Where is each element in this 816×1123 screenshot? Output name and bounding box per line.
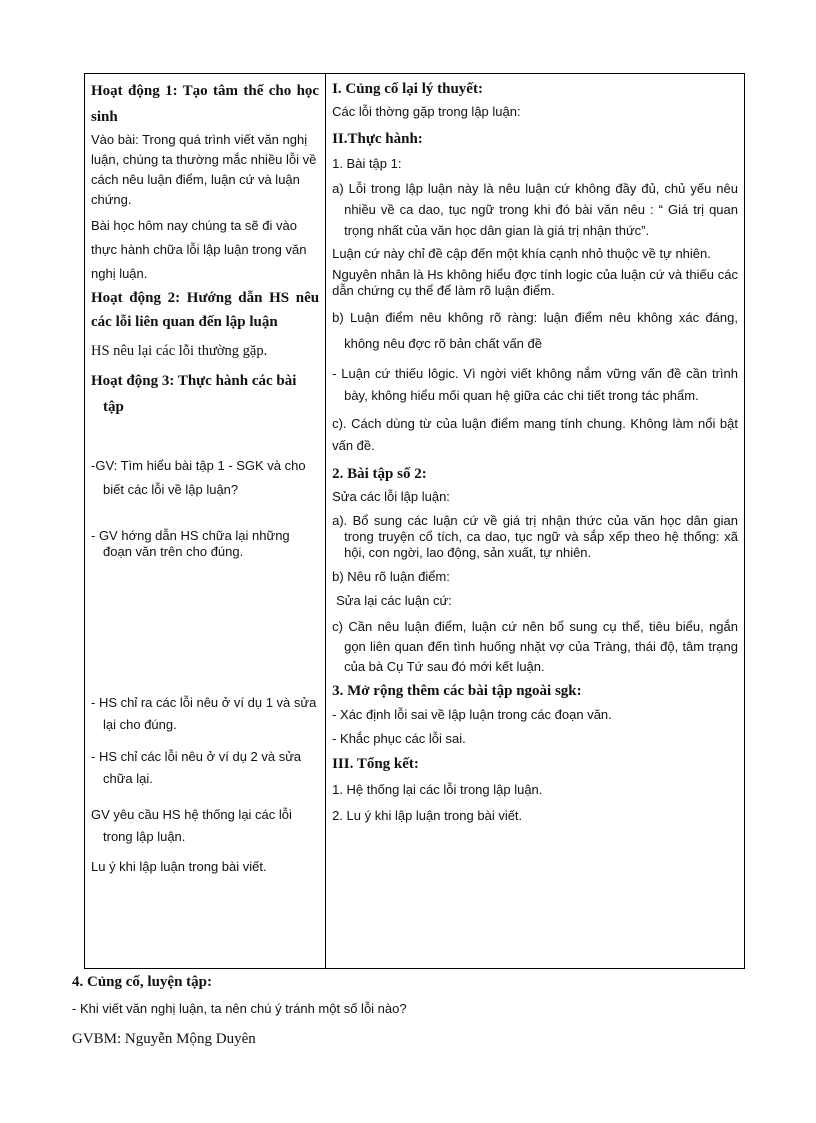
exercise-2-a: a). Bổ sung các luận cứ về giá trị nhận thức của văn học dân gian trong truyện cổ tích, ca dao, tục ngữ và sắp xếp theo hệ thống: xã hội, con ngời, lao động, sản xuất, tự nhiên.	[332, 513, 738, 560]
section-3-title: 3. Mở rộng thêm các bài tập ngoài sgk:	[332, 683, 582, 699]
activity-2-title: Hoạt động 2: Hướng dẫn HS nêu các lỗi liên quan đến lập luận	[91, 290, 320, 330]
exercise-2-text: Sửa các lỗi lập luận:	[332, 489, 450, 504]
section-3-item-1: - Xác định lỗi sai về lập luận trong các đoạn văn.	[332, 707, 612, 722]
consolidation-heading: 4. Củng cố, luyện tập:	[72, 974, 213, 990]
section-4-title: III. Tổng kết:	[332, 756, 419, 772]
section-1-title: I. Củng cố lại lý thuyết:	[332, 81, 483, 97]
exercise-1-heading: 1. Bài tập 1:	[332, 156, 402, 171]
content-column	[326, 74, 745, 969]
section-1-text: Các lỗi thờng gặp trong lập luận:	[332, 104, 521, 119]
hs-task-1: - HS chỉ ra các lỗi nêu ở ví dụ 1 và sửa lại cho đúng.	[91, 695, 317, 732]
exercise-2-c: c) Cần nêu luận điểm, luận cứ nên bổ sung cụ thể, tiêu biểu, ngắn gọn liên quan đến tình huống nhặt vợ của Tràng, thái độ, tâm trạng của bà Cụ Tứ sau đó mới kết luận.	[332, 619, 738, 674]
activity-1-lesson: Bài học hôm nay chúng ta sẽ đi vào thực hành chữa lỗi lập luận trong văn nghị luận.	[91, 218, 307, 281]
consolidation-question: - Khi viết văn nghị luận, ta nên chú ý tránh một số lỗi nào?	[72, 1001, 407, 1016]
exercise-1-a-cont: Luận cứ này chỉ đề cập đến một khía cạnh nhỏ thuộc về tự nhiên.	[332, 246, 711, 261]
note-text: Lu ý khi lập luận trong bài viết.	[91, 859, 267, 874]
exercise-2-b-cont: Sửa lại các luận cứ:	[336, 593, 452, 608]
hs-task-2: - HS chỉ các lỗi nêu ở ví dụ 2 và sửa chữa lại.	[91, 749, 302, 786]
exercise-1-c: c). Cách dùng từ của luận điểm mang tính chung. Không làm nổi bật vấn đề.	[332, 416, 738, 453]
section-2-title: II.Thực hành:	[332, 131, 423, 147]
gv-task-2: - GV hớng dẫn HS chữa lại những đoạn văn trên cho đúng.	[91, 528, 290, 559]
exercise-2-heading: 2. Bài tập số 2:	[332, 466, 427, 482]
lesson-table	[84, 73, 745, 969]
section-3-item-2: - Khắc phục các lỗi sai.	[332, 731, 466, 746]
activity-1-title: Hoạt động 1: Tạo tâm thế cho học sinh	[91, 83, 320, 125]
teacher-activity-column	[85, 74, 326, 969]
exercise-1-a: a) Lỗi trong lập luận này là nêu luận cứ không đầy đủ, chủ yếu nêu nhiều về ca dao, tục ngữ trong khi đó bài văn nêu : “ Giá trị quan trọng nhất của văn học dân gian là giá trị nhận thức”.	[332, 181, 738, 238]
activity-2-text: HS nêu lại các lỗi thường gặp.	[91, 343, 268, 359]
gv-task-1: -GV: Tìm hiểu bài tập 1 - SGK và cho biết các lỗi về lập luận?	[91, 458, 306, 497]
exercise-1-b: b) Luận điểm nêu không rõ ràng: luận điểm nêu không xác đáng, không nêu đợc rõ bản chất vấn đề	[332, 310, 738, 351]
section-4-item-1: 1. Hệ thống lại các lỗi trong lập luận.	[332, 782, 543, 797]
gv-task-3: GV yêu cầu HS hệ thống lại các lỗi trong lập luận.	[91, 807, 292, 844]
section-4-item-2: 2. Lu ý khi lập luận trong bài viết.	[332, 808, 523, 823]
activity-3-title: Hoạt động 3: Thực hành các bài tập	[91, 373, 297, 415]
exercise-1-b-cont: - Luận cứ thiếu lôgic. Vì ngời viết không nắm vững vấn đề cần trình bày, không hiểu mối quan hệ giữa các chi tiết trong tác phẩm.	[332, 366, 738, 403]
teacher-signature: GVBM: Nguyễn Mộng Duyên	[72, 1031, 256, 1047]
activity-1-intro: Vào bài: Trong quá trình viết văn nghị luận, chúng ta thường mắc nhiều lỗi về cách nêu luận điểm, luận cứ và luận chứng.	[91, 132, 317, 207]
exercise-1-a-reason: Nguyên nhân là Hs không hiểu đợc tính logic của luận cứ và thiếu các dẫn chứng cụ thể để làm rõ luận điểm.	[332, 267, 738, 298]
exercise-2-b: b) Nêu rõ luận điểm:	[332, 569, 450, 584]
